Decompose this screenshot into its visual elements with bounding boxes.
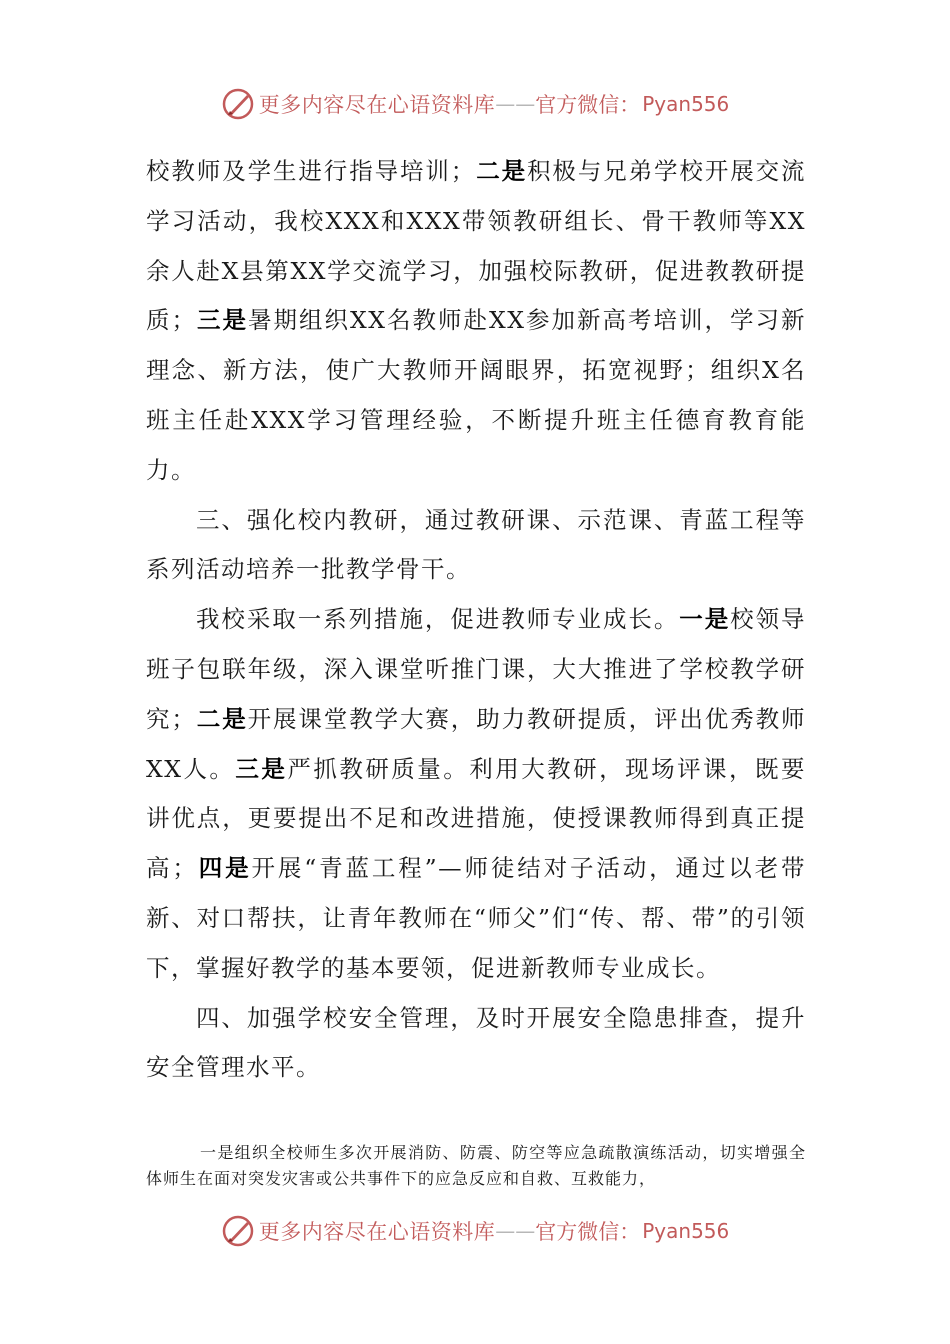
text-run: 暑期组织XX名教师赴XX参加新高考培训，学习新理念、新方法，使广大教师开阔眼界，拓宽视野；组织X名班主任赴XXX学习管理经验，不断提升班主任德育教育能力。: [146, 306, 807, 484]
bold-marker: 三是: [196, 306, 249, 335]
body-paragraph: [146, 595, 806, 993]
bold-marker: 三是: [235, 754, 288, 783]
text-run: 严抓教研质量。利用大教研，现场评课，既要讲优点，更要提出不足和改进措施，使授课教师得到真正提高；: [146, 754, 807, 883]
banner-separator: ——: [495, 92, 536, 116]
footnote-paragraph: 一是组织全校师生多次开展消防、防震、防空等应急疏散演练活动，切实增强全体师生在面对突发灾害或公共事件下的应急反应和自救、互救能力，: [146, 1143, 806, 1188]
banner-text: 更多内容尽在心语资料库: [258, 1220, 496, 1244]
text-run: 开展课堂教学大赛，助力教研提质，评出优秀教师XX人。: [146, 704, 807, 783]
text-run: 我校采取一系列措施，促进教师专业成长。: [196, 605, 680, 634]
bold-marker: 四是: [197, 854, 252, 883]
banner-text: 更多内容尽在心语资料库: [258, 93, 496, 117]
text-run: 积极与兄弟学校开展交流学习活动，我校XXX和XXX带领教研组长、骨干教师等XX余人赴X县第XX学交流学习，加强校际教研，促进教教研提质；: [146, 157, 807, 335]
body-paragraph: [146, 994, 806, 1094]
banner-separator: ——: [495, 1219, 536, 1243]
text-run: 三、强化校内教研，通过教研课、示范课、青蓝工程等系列活动培养一批教学骨干。: [146, 505, 806, 584]
bold-marker: 二是: [196, 704, 248, 733]
wechat-id: Pyan556: [642, 1219, 730, 1243]
bold-marker: 一是: [679, 605, 731, 634]
document-body: [146, 147, 806, 1093]
text-run: 校教师及学生进行指导培训；: [146, 157, 476, 185]
pen-logo-icon: [221, 87, 255, 121]
text-run: 校领导班子包联年级，深入课堂听推门课，大大推进了学校教学研究；: [146, 605, 807, 733]
pen-logo-icon: [221, 1214, 255, 1248]
wechat-label: 官方微信：: [535, 93, 641, 117]
header-banner: [0, 84, 950, 124]
footer-banner: [0, 1211, 950, 1251]
body-paragraph: [146, 496, 806, 596]
wechat-label: 官方微信：: [535, 1220, 641, 1244]
wechat-id: Pyan556: [642, 92, 730, 116]
body-paragraph: [146, 147, 806, 496]
text-run: 开展“青蓝工程”—师徒结对子活动，通过以老带新、对口帮扶，让青年教师在“师父”们“传、帮、带”的引领下，掌握好教学的基本要领，促进新教师专业成长。: [146, 854, 807, 982]
text-run: 四、加强学校安全管理，及时开展安全隐患排查，提升安全管理水平。: [146, 1003, 806, 1082]
bold-marker: 二是: [475, 157, 528, 185]
